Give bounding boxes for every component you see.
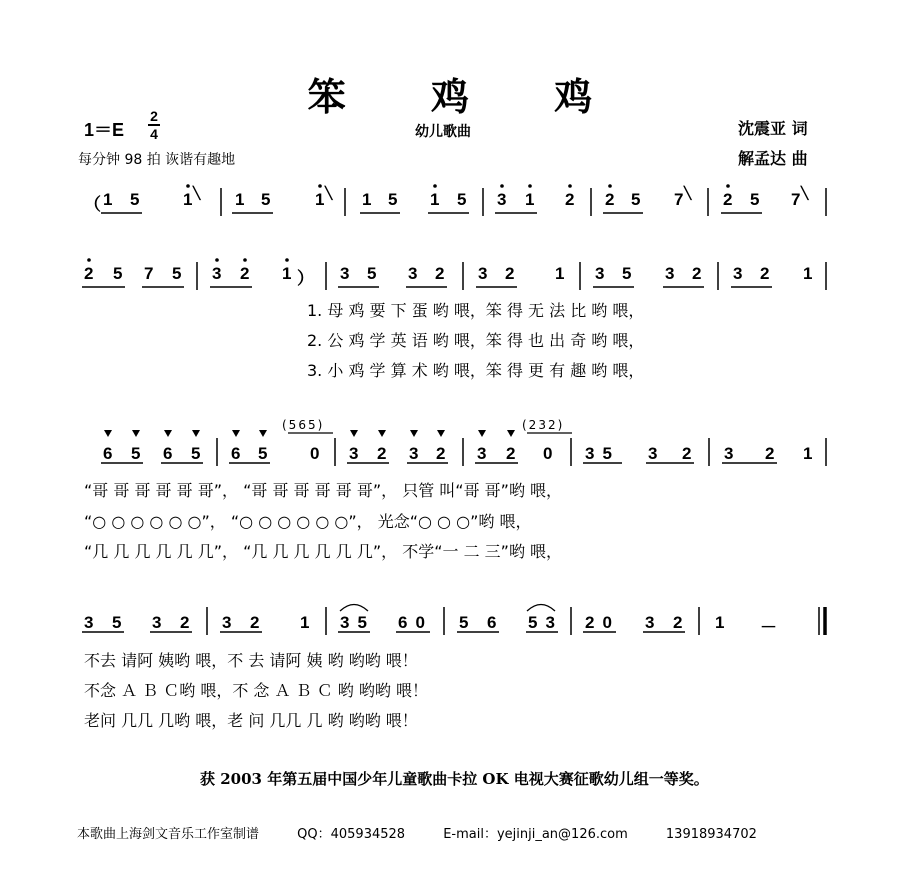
note: 3 [409, 444, 419, 463]
note: 2 [682, 444, 692, 463]
key-signature: 1＝E [84, 120, 125, 140]
note: 35 [340, 613, 375, 632]
note: 2 [605, 190, 615, 209]
studio-credit: 本歌曲上海剑文音乐工作室制谱 [77, 827, 260, 842]
note: 1 [300, 613, 310, 632]
note: 5 [130, 190, 140, 209]
note: 2 [723, 190, 733, 209]
beams [82, 213, 777, 632]
note: 5 [457, 190, 467, 209]
note: 5 [258, 444, 268, 463]
note: 1 [715, 613, 725, 632]
note: 3 [595, 264, 605, 283]
award-note: 获 2003 年第五届中国少年儿童歌曲卡拉 OK 电视大赛征歌幼儿组一等奖。 [200, 770, 709, 788]
note: 1 [362, 190, 372, 209]
note: 5 [750, 190, 760, 209]
note: － [760, 618, 777, 637]
note: 3 [645, 613, 655, 632]
note: 2 [506, 444, 516, 463]
note: 35 [585, 444, 620, 463]
song-genre: 幼儿歌曲 [415, 124, 471, 140]
lyric-line: “○ ○ ○ ○ ○ ○”， “○ ○ ○ ○ ○ ○”， 光念“○ ○ ○”哟 喂， [84, 512, 532, 531]
note: 7 [674, 190, 684, 209]
note: 1 [430, 190, 440, 209]
note: 2 [240, 264, 250, 283]
note: 2 [180, 613, 190, 632]
lyric-line: 不去 请阿 姨哟 喂，不 去 请阿 姨 哟 哟哟 喂！ [84, 651, 418, 670]
email-contact: E-mail：yejinji_an@126.com [443, 827, 628, 842]
note: ） [297, 269, 314, 288]
lyric-line: 1. 母 鸡 要 下 蛋 哟 喂，笨 得 无 法 比 哟 喂， [307, 301, 645, 320]
note: 3 [665, 264, 675, 283]
note: 2 [673, 613, 683, 632]
note: 2 [760, 264, 770, 283]
slurs [340, 605, 555, 612]
note: 3 [84, 613, 94, 632]
note: 2 [250, 613, 260, 632]
note: 2 [84, 264, 94, 283]
qq-contact: QQ：405934528 [297, 827, 406, 842]
bar-lines [197, 188, 826, 635]
note: 3 [733, 264, 743, 283]
note: 5 [191, 444, 201, 463]
note: 5 [112, 613, 122, 632]
note: 7 [144, 264, 154, 283]
glissando-mark: ╲ [801, 186, 809, 200]
note: 2 [377, 444, 387, 463]
lyric-line: “几 几 几 几 几 几”， “几 几 几 几 几 几”， 不学“一 二 三”哟 喂， [84, 542, 563, 561]
note: 3 [497, 190, 507, 209]
lyricist-credit: 沈震亚 词 [738, 119, 808, 138]
note: 5 [261, 190, 271, 209]
composer-credit: 解孟达 曲 [738, 149, 808, 168]
note: 3 [478, 264, 488, 283]
note: 0 [310, 444, 320, 463]
note: 5 [631, 190, 641, 209]
note: 1 [525, 190, 535, 209]
note: 5 [459, 613, 469, 632]
glissando-mark: ╲ [325, 186, 333, 200]
time-sig-bottom: 4 [150, 126, 158, 142]
grace-notes: (565) [282, 418, 325, 432]
lyric-line: 2. 公 鸡 学 英 语 哟 喂，笨 得 也 出 奇 哟 喂， [307, 331, 645, 350]
note: 1 [235, 190, 245, 209]
note: 5 [388, 190, 398, 209]
footer [77, 823, 791, 842]
note: 2 [765, 444, 775, 463]
octave-dots [87, 184, 733, 262]
glissando-mark: ╲ [193, 186, 201, 200]
note: （ [84, 195, 101, 214]
note: 5 [131, 444, 141, 463]
note: 3 [349, 444, 359, 463]
note: 6 [163, 444, 173, 463]
lyric-line: 老问 几几 几哟 喂，老 问 几几 几 哟 哟哟 喂！ [84, 711, 418, 730]
note: 2 [692, 264, 702, 283]
lyric-line: 3. 小 鸡 学 算 术 哟 喂，笨 得 更 有 趣 哟 喂， [307, 361, 645, 380]
note: 3 [724, 444, 734, 463]
tempo-marking: 每分钟 98 拍 诙谐有趣地 [78, 152, 236, 168]
phone-contact: 13918934702 [665, 827, 757, 842]
lyric-line: “哥 哥 哥 哥 哥 哥”， “哥 哥 哥 哥 哥 哥”， 只管 叫“哥 哥”哟 喂， [84, 481, 563, 500]
note: 3 [222, 613, 232, 632]
note: 53 [528, 613, 563, 632]
note: 1 [803, 264, 813, 283]
note: 1 [183, 190, 193, 209]
note: 5 [172, 264, 182, 283]
note: 3 [340, 264, 350, 283]
note: 2 [505, 264, 515, 283]
song-title: 笨 鸡 鸡 [307, 74, 629, 119]
note: 3 [648, 444, 658, 463]
note: 3 [152, 613, 162, 632]
note: 1 [555, 264, 565, 283]
note: 2 [435, 264, 445, 283]
note: 3 [212, 264, 222, 283]
grace-notes: (232) [522, 418, 565, 432]
note: 2 [565, 190, 575, 209]
note: 1 [315, 190, 325, 209]
glissando-mark: ╲ [684, 186, 692, 200]
time-sig-top: 2 [150, 108, 158, 124]
note: 20 [585, 613, 620, 632]
note: 3 [408, 264, 418, 283]
note: 3 [477, 444, 487, 463]
note: 5 [622, 264, 632, 283]
note: 2 [436, 444, 446, 463]
note: 6 [231, 444, 241, 463]
note: 5 [113, 264, 123, 283]
note: 6 [487, 613, 497, 632]
note: 6 [103, 444, 113, 463]
note: 5 [367, 264, 377, 283]
note: 1 [103, 190, 113, 209]
note: 1 [282, 264, 292, 283]
lyric-line: 不念 Ａ Ｂ Ｃ哟 喂，不 念 Ａ Ｂ Ｃ 哟 哟哟 喂！ [84, 681, 428, 700]
note: 7 [791, 190, 801, 209]
note: 60 [398, 613, 433, 632]
note: 0 [543, 444, 553, 463]
note: 1 [803, 444, 813, 463]
